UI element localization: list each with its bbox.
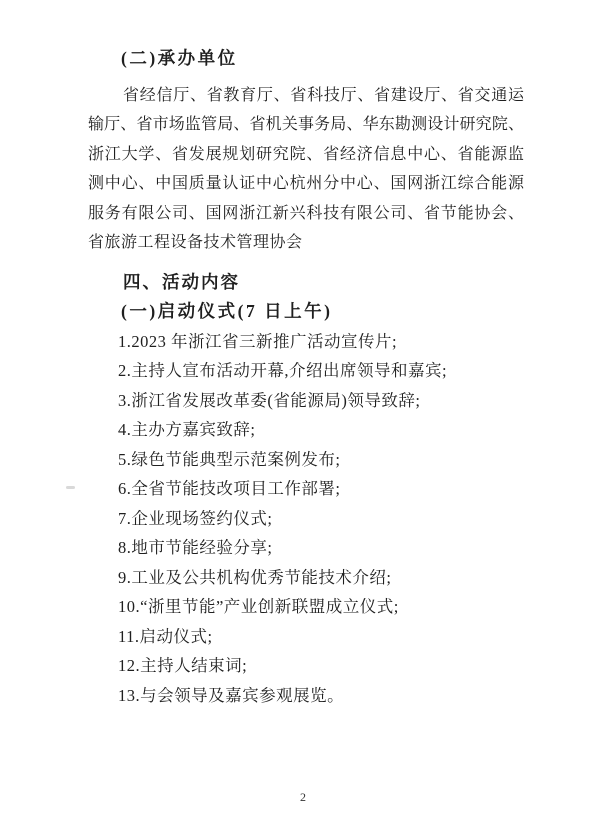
agenda-item: 2.主持人宣布活动开幕,介绍出席领导和嘉宾; [118, 361, 448, 380]
paragraph-line: 服务有限公司、国网浙江新兴科技有限公司、省节能协会、 [88, 204, 524, 222]
agenda-item: 11.启动仪式; [118, 626, 213, 646]
agenda-item: 7.企业现场签约仪式; [118, 508, 273, 528]
paragraph-line: 省旅游工程设备技术管理协会 [88, 234, 303, 251]
scan-artifact-mark [66, 486, 75, 489]
agenda-item: 3.浙江省发展改革委(省能源局)领导致辞; [118, 390, 421, 410]
section-heading-organizers: (二)承办单位 [121, 48, 238, 68]
paragraph-line: 输厅、省市场监管局、省机关事务局、华东勘测设计研究院、 [88, 116, 524, 133]
agenda-item: 10.“浙里节能”产业创新联盟成立仪式; [118, 597, 399, 616]
agenda-item: 1.2023 年浙江省三新推广活动宣传片; [118, 331, 398, 351]
paragraph-line: 省经信厅、省教育厅、省科技厅、省建设厅、省交通运 [123, 86, 524, 104]
agenda-item: 6.全省节能技改项目工作部署; [118, 479, 341, 498]
agenda-item: 4.主办方嘉宾致辞; [118, 420, 256, 439]
agenda-item: 13.与会领导及嘉宾参观展览。 [118, 685, 345, 705]
paragraph-line: 浙江大学、省发展规划研究院、省经济信息中心、省能源监 [88, 145, 524, 163]
agenda-list [88, 327, 524, 711]
paragraph-line: 测中心、中国质量认证中心杭州分中心、国网浙江综合能源 [88, 175, 524, 192]
agenda-item: 5.绿色节能典型示范案例发布; [118, 449, 341, 469]
agenda-item: 9.工业及公共机构优秀节能技术介绍; [118, 567, 392, 587]
page-number: 2 [300, 790, 307, 804]
section-heading-activities: 四、活动内容 [123, 271, 240, 292]
agenda-item: 12.主持人结束词; [118, 656, 248, 675]
organizers-paragraph [88, 81, 524, 258]
document-content [88, 44, 524, 710]
subsection-heading-launch-ceremony: (一)启动仪式(7 日上午) [121, 301, 333, 321]
agenda-item: 8.地市节能经验分享; [118, 538, 273, 557]
